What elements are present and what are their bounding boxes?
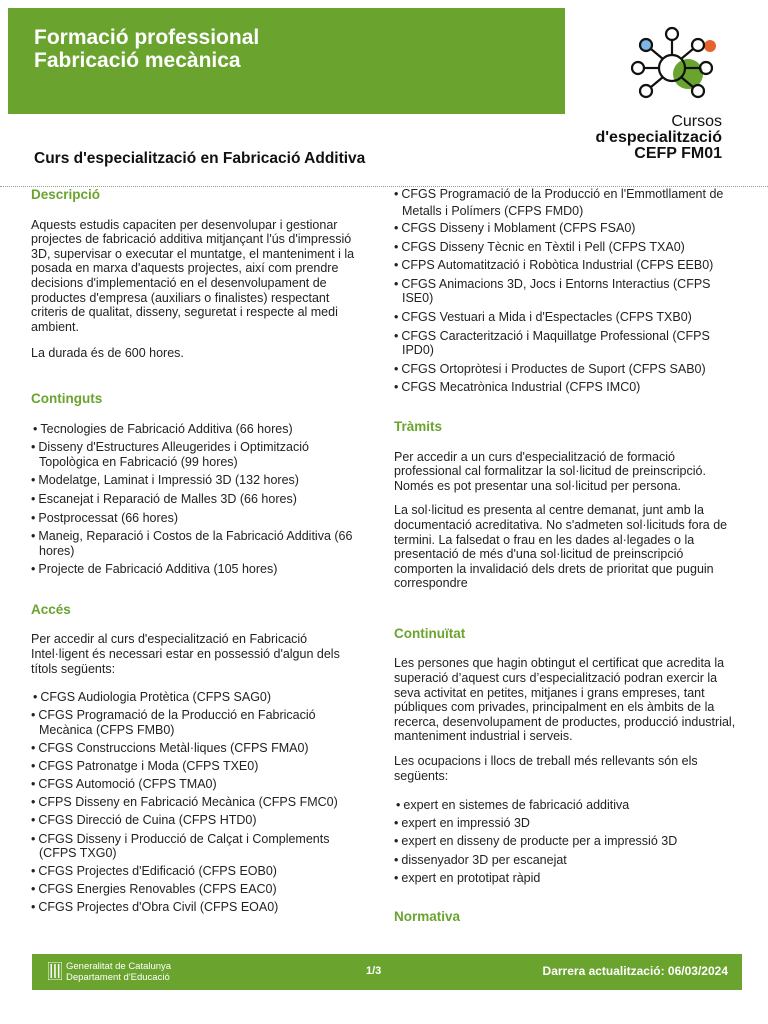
list-item: • expert en prototipat ràpid (394, 871, 740, 886)
descripcio-text: Aquests estudis capaciten per desenvolupar i gestionar projectes de fabricació additiva mitjançant l'ús d'impressió 3D, supervisar o executar el muntatge, el manteniment i la posada en marxa d'aquests projectes, així com prendre decisions d'implementació en el desenvolupament de productes d'empresa (auxiliars o finalistes) respectant criteris de qualitat, disseny, seguretat i respecte al medi ambient. (31, 217, 355, 334)
left-column (31, 188, 366, 915)
tramits-text-2: La sol·licitud es presenta al centre demanat, junt amb la documentació acreditativa. No s'admeten sol·licituds fora de termini. La falsedat o frau en les dades al·legades o la presentació de més d'una sol·licitud de preinscripció comporten la invalidació dels drets de prioritat que puguin correspondre (394, 503, 728, 591)
acces-list (31, 690, 366, 915)
logo-caption (595, 114, 722, 162)
course-title: Curs d'especialització en Fabricació Additiva (34, 150, 366, 167)
list-item: • Escanejat i Reparació de Malles 3D (66 hores) (31, 492, 366, 507)
list-item: • CFPS Automatització i Robòtica Industrial (CFPS EEB0) (394, 258, 740, 273)
header-line-1: Formació professional (34, 26, 260, 49)
list-item: • CFGS Projectes d'Obra Civil (CFPS EOA0) (31, 900, 366, 915)
tramits-text-1: Per accedir a un curs d'especialització de formació professional cal formalitzar la sol·licitud de preinscripció. Només es pot presentar una sol·licitud per persona. (394, 449, 706, 493)
list-item: • CFPS Disseny en Fabricació Mecànica (CFPS FMC0) (31, 795, 366, 810)
continuitat-heading: Continuïtat (394, 625, 466, 641)
acces-text: Per accedir al curs d'especialització en Fabricació Intel·ligent és necessari estar en possessió d'algun dels títols següents: (31, 632, 340, 676)
list-item: • CFGS Caracterització i Maquillatge Professional (CFPS IPD0) (394, 329, 740, 358)
list-item: • Tecnologies de Fabricació Additiva (66 hores) (31, 422, 366, 437)
catalonia-flag-icon (48, 962, 62, 980)
continuitat-text-1: Les persones que hagin obtingut el certificat que acredita la superació d’aquest curs d’especialització podran exercir la seva activitat en petites, mitjanes i grans empreses, tant públiques com privades, principalment en els àmbits de la recerca, desenvolupament de productes, producció industrial, manteniment industrial i serveis. (394, 656, 736, 744)
list-item: • CFGS Automoció (CFPS TMA0) (31, 777, 366, 792)
list-item: • CFGS Programació de la Producció en l'Emmotllament de Metalls i Polímers (CFPS FMD0) (394, 186, 740, 220)
list-item: • dissenyador 3D per escanejat (394, 853, 740, 868)
list-item: • Maneig, Reparació i Costos de la Fabricació Additiva (66 hores) (31, 529, 366, 558)
list-item: • Disseny d'Estructures Alleugerides i Optimització Topològica en Fabricació (99 hores) (31, 440, 366, 469)
list-item: • expert en disseny de producte per a impressió 3D (394, 834, 740, 849)
list-item: • CFGS Construccions Metàl·liques (CFPS FMA0) (31, 741, 366, 756)
list-item: • CFGS Disseny i Moblament (CFPS FSA0) (394, 221, 740, 236)
logo-caption-line-2: d'especialització (595, 129, 722, 146)
continuitat-list (394, 798, 740, 885)
list-item: • CFGS Energies Renovables (CFPS EAC0) (31, 882, 366, 897)
list-item: • CFGS Animacions 3D, Jocs i Entorns Interactius (CFPS ISE0) (394, 277, 740, 306)
list-item: • CFGS Ortopròtesi i Productes de Suport (CFPS SAB0) (394, 362, 740, 377)
header-band (8, 8, 565, 114)
right-column (394, 186, 740, 925)
list-item: • Modelatge, Laminat i Impressió 3D (132 hores) (31, 473, 366, 488)
list-item: • CFGS Patronatge i Moda (CFPS TXE0) (31, 759, 366, 774)
network-logo-icon (628, 24, 724, 116)
list-item: • CFGS Projectes d'Edificació (CFPS EOB0) (31, 864, 366, 879)
list-item: • CFGS Direcció de Cuina (CFPS HTD0) (31, 813, 366, 828)
continguts-heading: Continguts (31, 390, 103, 406)
list-item: • CFGS Programació de la Producció en Fabricació Mecànica (CFPS FMB0) (31, 708, 366, 737)
acces-list-continued (394, 186, 740, 395)
list-item: • Projecte de Fabricació Additiva (105 hores) (31, 562, 366, 577)
list-item: • CFGS Disseny Tècnic en Tèxtil i Pell (CFPS TXA0) (394, 240, 740, 255)
footer-bar (32, 954, 742, 990)
normativa-heading: Normativa (394, 909, 461, 925)
logo-caption-line-1: Cursos (671, 113, 722, 130)
continguts-list (31, 422, 366, 577)
descripcio-duration: La durada és de 600 hores. (31, 346, 184, 361)
gov-line-1: Generalitat de Catalunya (66, 961, 172, 972)
header-line-2: Fabricació mecànica (34, 49, 241, 72)
list-item: • CFGS Disseny i Producció de Calçat i Complements (CFPS TXG0) (31, 832, 366, 861)
last-updated: Darrera actualització: 06/03/2024 (542, 964, 728, 978)
logo-caption-line-3: CEFP FM01 (634, 145, 722, 162)
list-item: • CFGS Mecatrònica Industrial (CFPS IMC0) (394, 380, 740, 395)
list-item: • Postprocessat (66 hores) (31, 511, 366, 526)
gov-line-2: Departament d'Educació (66, 971, 170, 983)
list-item: • CFGS Vestuari a Mida i d'Espectacles (CFPS TXB0) (394, 310, 740, 325)
continuitat-text-2: Les ocupacions i llocs de treball més rellevants són els següents: (394, 754, 698, 783)
list-item: • expert en impressió 3D (394, 816, 740, 831)
acces-heading: Accés (31, 601, 71, 617)
descripcio-heading: Descripció (31, 187, 101, 202)
page-number: 1/3 (366, 965, 382, 977)
list-item: • CFGS Audiologia Protètica (CFPS SAG0) (31, 690, 366, 705)
tramits-heading: Tràmits (394, 418, 443, 434)
list-item: • expert en sistemes de fabricació additiva (394, 798, 740, 813)
